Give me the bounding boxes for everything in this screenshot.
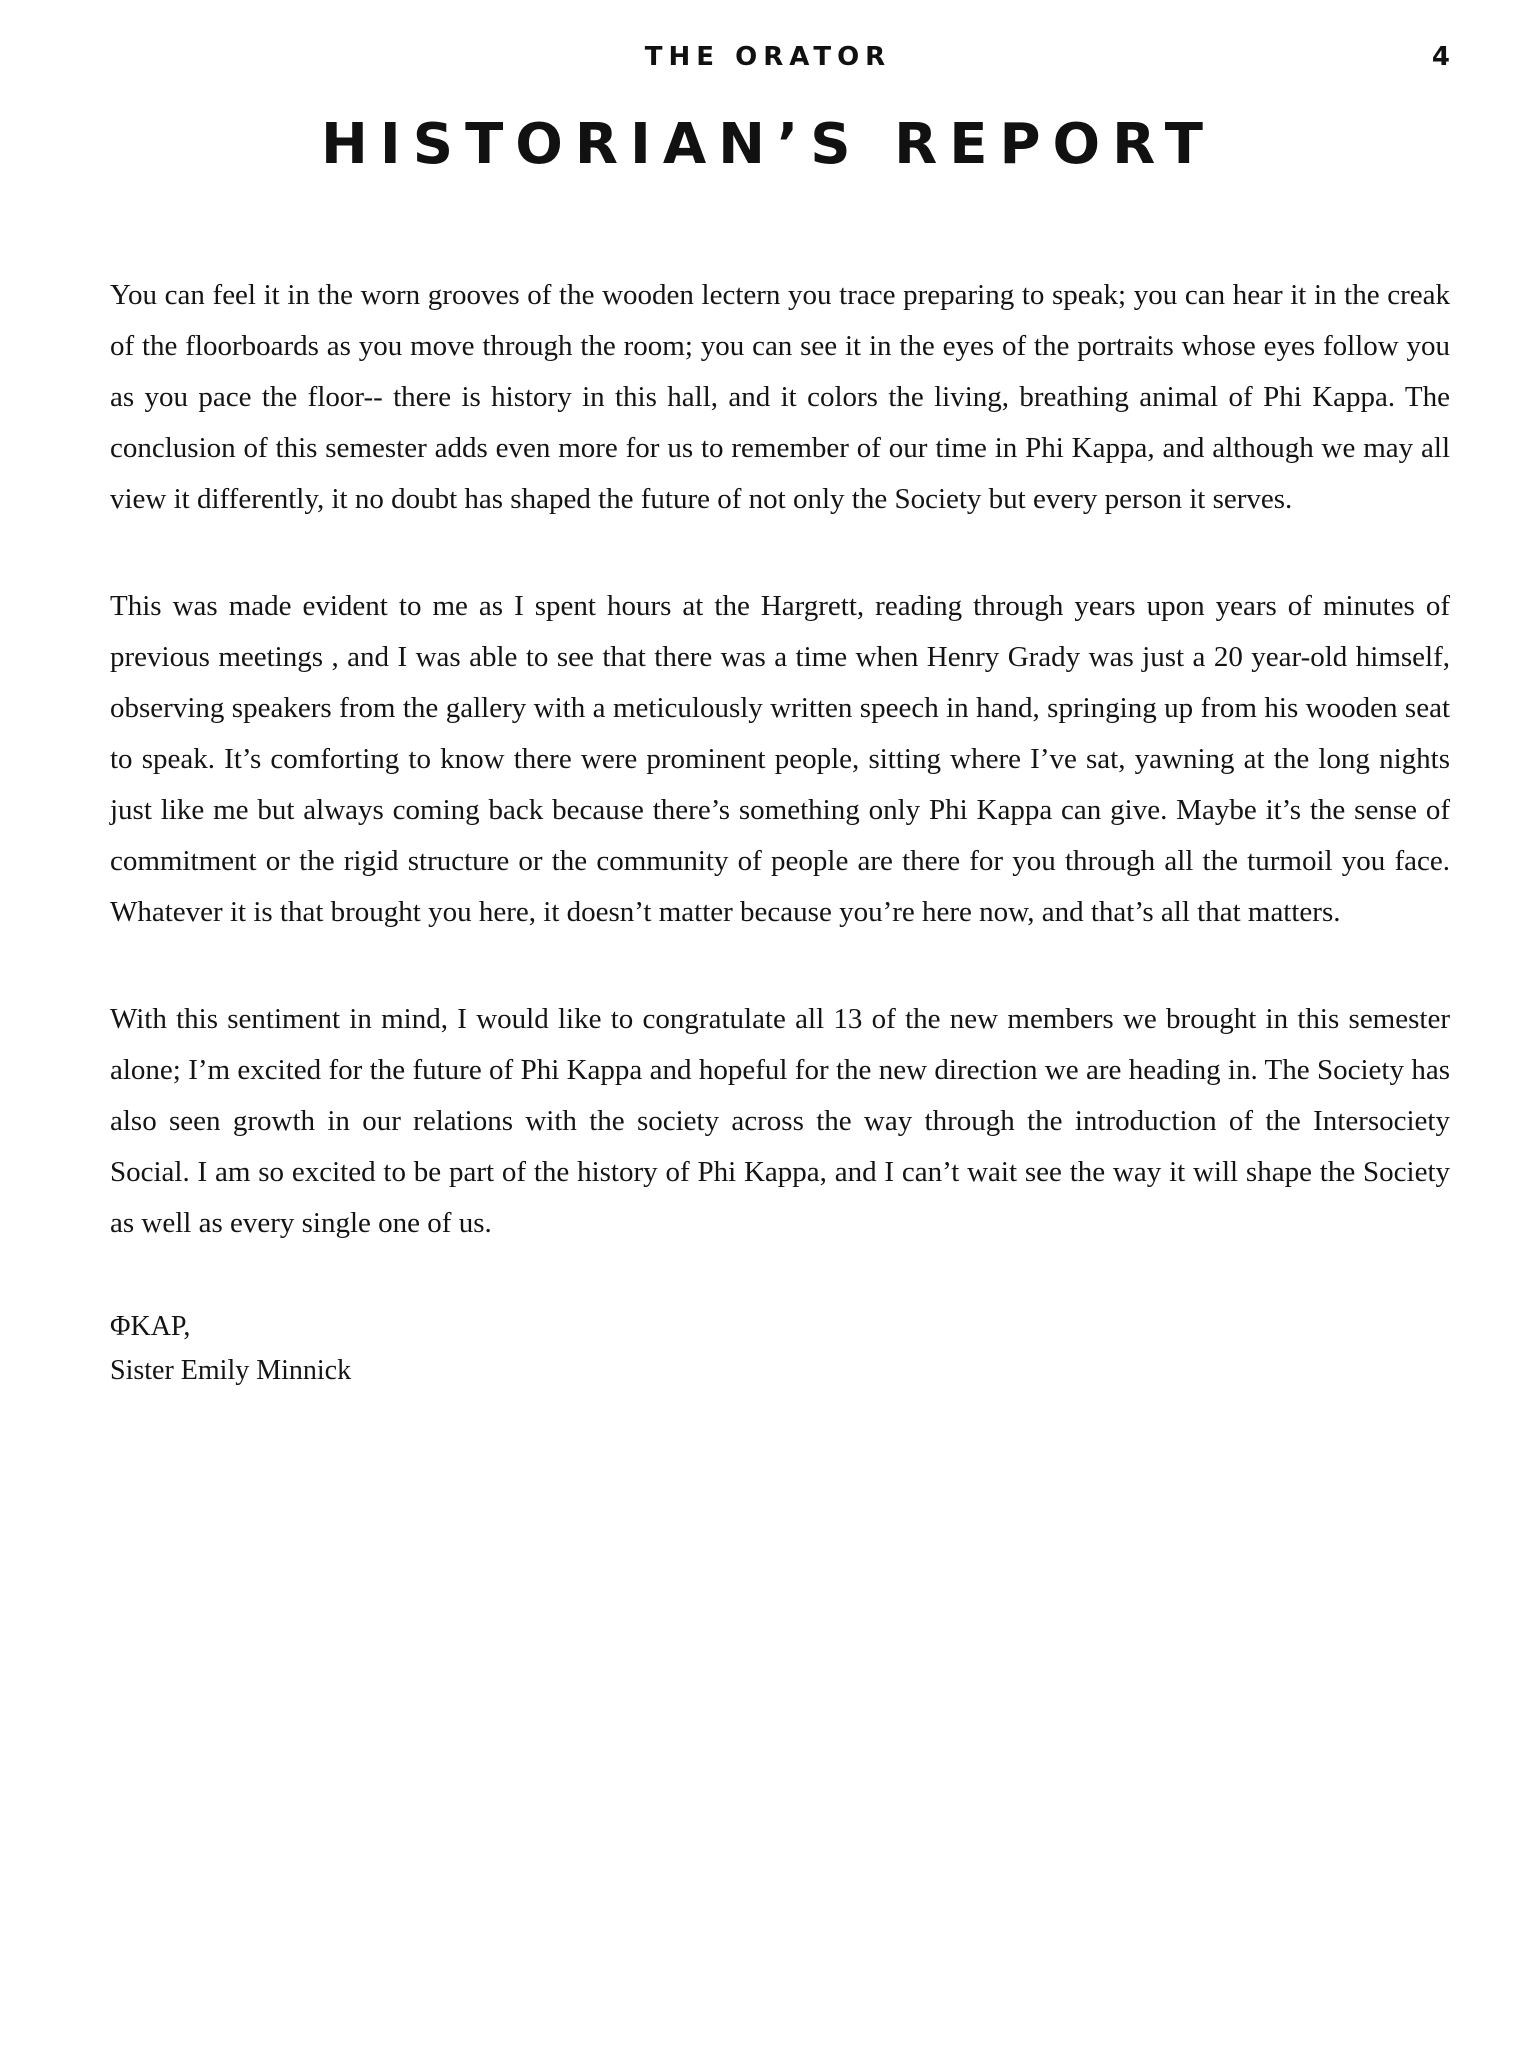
signature-block <box>110 1305 1450 1393</box>
publication-name: THE ORATOR <box>644 42 892 72</box>
paragraph-2: This was made evident to me as I spent hours at the Hargrett, reading through years upon years of minutes of previous meetings , and I was able to see that there was a time when Henry Grady was just a 20 year-old himself, observing speakers from the gallery with a meticulously written speech in hand, springing up from his wooden seat to speak. It’s comforting to know there were prominent people, sitting where I’ve sat, yawning at the long nights just like me but always coming back because there’s something only Phi Kappa can give. Maybe it’s the sense of commitment or the rigid structure or the community of people are there for you through all the turmoil you face. Whatever it is that brought you here, it doesn’t matter because you’re here now, and that’s all that matters. <box>110 590 1450 928</box>
running-header <box>0 42 1536 78</box>
page-title: HISTORIAN’S REPORT <box>321 112 1215 177</box>
page-number: 4 <box>1431 42 1450 72</box>
paragraph-3: With this sentiment in mind, I would like to congratulate all 13 of the new members we brought in this semester alone; I’m excited for the future of Phi Kappa and hopeful for the new direction we are heading in. The Society has also seen growth in our relations with the society across the way through the introduction of the Intersociety Social. I am so excited to be part of the history of Phi Kappa, and I can’t wait see the way it will shape the Society as well as every single one of us. <box>110 1003 1450 1239</box>
paragraph-1: You can feel it in the worn grooves of the wooden lectern you trace preparing to speak; you can hear it in the creak of the floorboards as you move through the room; you can see it in the eyes of the portraits whose eyes follow you as you pace the floor-- there is history in this hall, and it colors the living, breathing animal of Phi Kappa. The conclusion of this semester adds even more for us to remember of our time in Phi Kappa, and although we may all view it differently, it no doubt has shaped the future of not only the Society but every person it serves. <box>110 279 1450 515</box>
author-name: Sister Emily Minnick <box>110 1355 352 1386</box>
closing-salutation: ΦKAP, <box>110 1311 191 1342</box>
article-body <box>110 270 1450 1393</box>
